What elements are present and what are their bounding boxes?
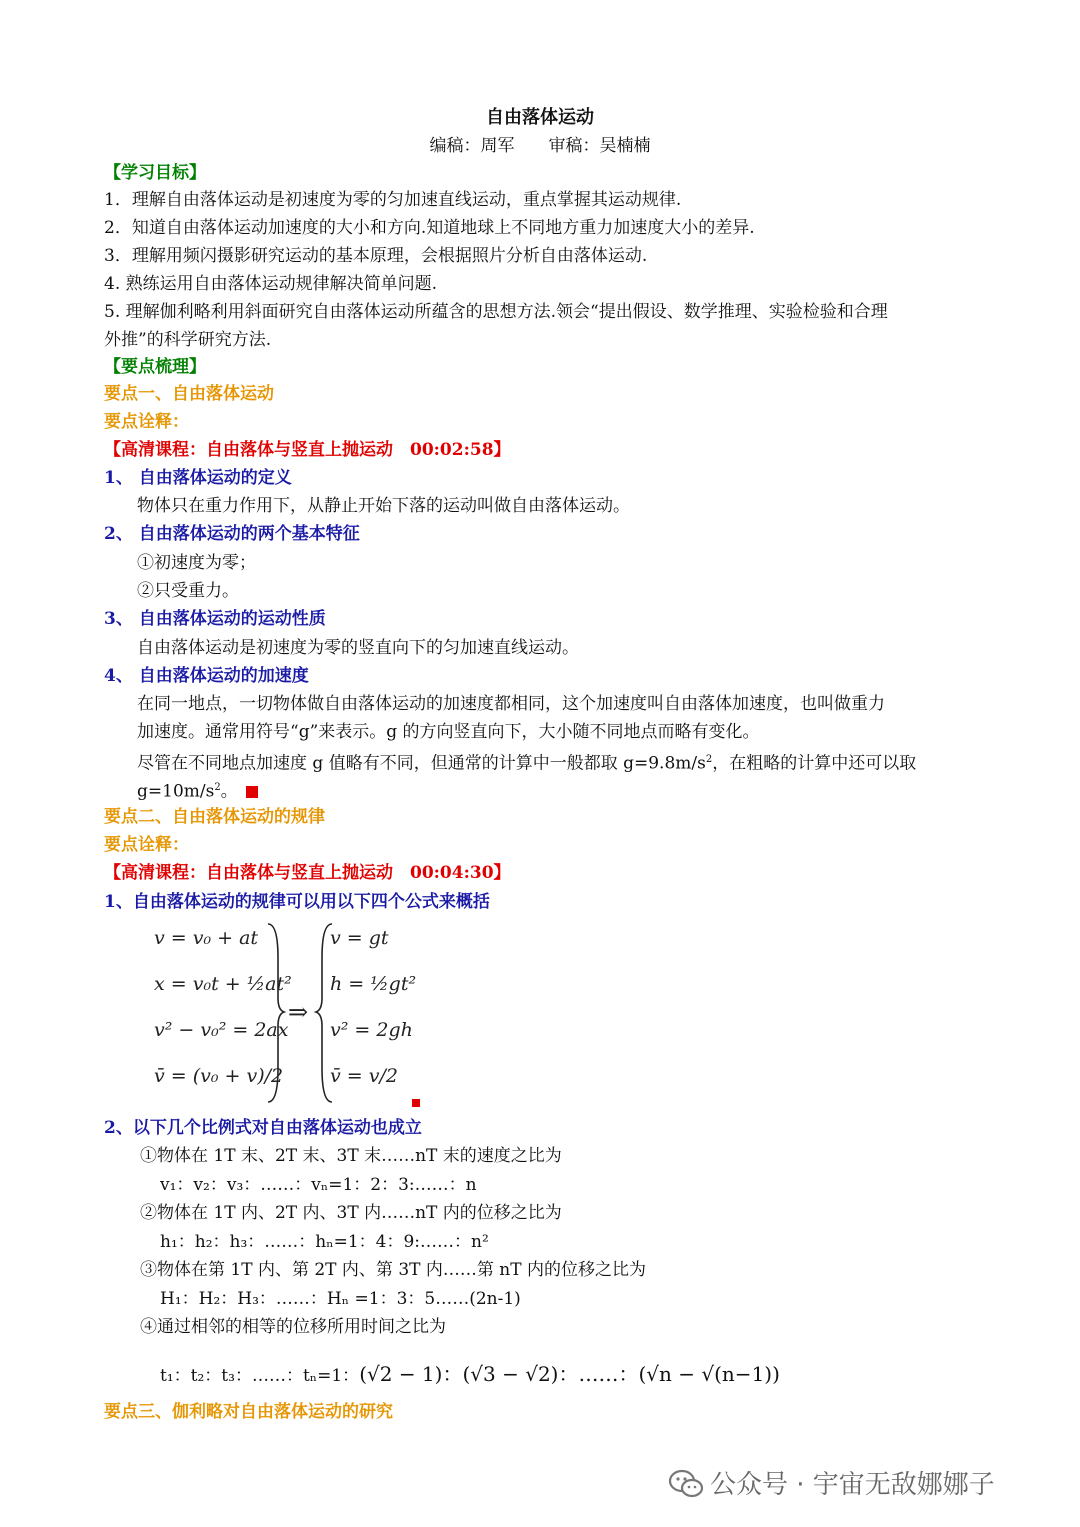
- formula-right: v̄ = v/2: [330, 1065, 398, 1087]
- section-text: 物体只在重力作用下，从静止开始下落的运动叫做自由落体运动。: [137, 496, 630, 516]
- formula-left: v̄ = (v₀ + v)/2: [154, 1065, 284, 1087]
- point1-heading: 要点一、自由落体运动: [104, 384, 274, 404]
- point2-course-link[interactable]: 【高清课程：自由落体与竖直上抛运动 00:04:30】: [104, 863, 511, 883]
- page-title: 自由落体运动: [486, 107, 594, 128]
- watermark: [668, 1464, 995, 1501]
- formula-left: v = v₀ + at: [154, 927, 259, 949]
- section-title: 1、 自由落体运动的定义: [104, 468, 292, 488]
- formula-right: v = gt: [330, 927, 389, 949]
- feature-item: ①初速度为零；: [137, 553, 256, 573]
- section-text: 加速度。通常用符号“g”来表示。g 的方向竖直向下，大小随不同地点而略有变化。: [137, 722, 760, 742]
- root-term: (√2 − 1): [359, 1362, 443, 1386]
- superscript: 2: [705, 754, 713, 765]
- point1-course-link[interactable]: 【高清课程：自由落体与竖直上抛运动 00:02:58】: [104, 440, 511, 460]
- section-title: 3、 自由落体运动的运动性质: [104, 609, 326, 629]
- superscript: 2: [214, 782, 221, 793]
- objective-item: 5. 理解伽利略利用斜面研究自由落体运动所蕴含的思想方法.领会“提出假设、数学推理、实验检验和合理: [104, 302, 888, 322]
- point2-explain: 要点诠释：: [104, 835, 189, 855]
- formula-right: h = ½gt²: [330, 973, 417, 995]
- ratio-equation: h₁：h₂：h₃：……：hₙ=1：4：9:……：n²: [160, 1232, 489, 1252]
- ratio-item: ②物体在 1T 内、2T 内、3T 内……nT 内的位移之比为: [140, 1203, 562, 1223]
- ratio-item: ①物体在 1T 末、2T 末、3T 末……nT 末的速度之比为: [140, 1146, 562, 1166]
- ratio-equation: [160, 1362, 780, 1388]
- point3-heading: 要点三、伽利略对自由落体运动的研究: [104, 1402, 393, 1422]
- watermark-text: 公众号 · 宇宙无敌娜娜子: [710, 1470, 995, 1500]
- gravity-text-b: ，在粗略的计算中还可以取: [712, 753, 917, 774]
- section-text: $g=10m/s^2$。: [137, 776, 258, 804]
- objective-item: 2．知道自由落体运动加速度的大小和方向.知道地球上不同地方重力加速度大小的差异.: [104, 218, 755, 238]
- byline: 编稿：周军 审稿：吴楠楠: [429, 136, 651, 156]
- objective-item: 外推”的科学研究方法.: [104, 330, 272, 350]
- formula-right: v² = 2gh: [330, 1019, 413, 1041]
- implies-arrow-icon: ⇒: [288, 998, 309, 1026]
- ratio-item: ③物体在第 1T 内、第 2T 内、第 3T 内……第 nT 内的位移之比为: [140, 1260, 646, 1280]
- time-ratio-prefix: t₁：t₂：t₃：……：tₙ=1：: [160, 1366, 360, 1386]
- gravity-text-c: g=10m/s: [137, 781, 215, 802]
- formula-left: v² − v₀² = 2ax: [154, 1019, 289, 1041]
- root-term: ：……：(√n − √(n−1)): [558, 1362, 780, 1386]
- feature-item: ②只受重力。: [137, 581, 239, 601]
- point2-heading: 要点二、自由落体运动的规律: [104, 807, 325, 827]
- end-marker-icon: [246, 786, 258, 798]
- kinematics-formula-block: [150, 918, 430, 1108]
- wechat-icon: [668, 1469, 704, 1499]
- section-text: 在同一地点，一切物体做自由落体运动的加速度都相同，这个加速度叫自由落体加速度，也叫做重力: [137, 694, 885, 714]
- end-marker-icon: [412, 1099, 420, 1107]
- section-text: 自由落体运动是初速度为零的竖直向下的匀加速直线运动。: [137, 638, 579, 658]
- section-text: [137, 748, 916, 776]
- section-title: 2、以下几个比例式对自由落体运动也成立: [104, 1118, 422, 1138]
- section-title: 2、 自由落体运动的两个基本特征: [104, 524, 360, 544]
- point1-explain: 要点诠释：: [104, 412, 189, 432]
- objective-item: 4. 熟练运用自由落体运动规律解决简单问题.: [104, 274, 438, 294]
- gravity-text-a: 尽管在不同地点加速度 g 值略有不同，但通常的计算中一般都取 g=9.8m/s: [137, 753, 706, 774]
- objective-item: 3．理解用频闪摄影研究运动的基本原理，会根据照片分析自由落体运动.: [104, 246, 648, 266]
- section-title: 4、 自由落体运动的加速度: [104, 666, 309, 686]
- summary-heading: 【要点梳理】: [104, 357, 206, 377]
- section-title: 1、自由落体运动的规律可以用以下四个公式来概括: [104, 892, 490, 912]
- objectives-heading: 【学习目标】: [104, 163, 206, 183]
- root-term: ：(√3 − √2): [442, 1362, 559, 1386]
- objective-item: 1．理解自由落体运动是初速度为零的匀加速直线运动，重点掌握其运动规律.: [104, 190, 682, 210]
- ratio-equation: v₁：v₂：v₃：……：vₙ=1：2：3:……：n: [160, 1175, 477, 1195]
- ratio-equation: H₁：H₂：H₃：……：Hₙ =1：3：5……(2n-1): [160, 1289, 521, 1309]
- ratio-item: ④通过相邻的相等的位移所用时间之比为: [140, 1317, 446, 1337]
- formula-left: x = v₀t + ½at²: [154, 973, 292, 995]
